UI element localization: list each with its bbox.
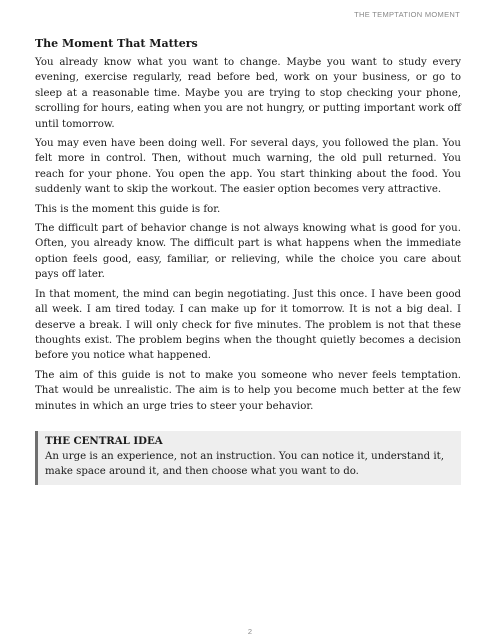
- section-heading: The Moment That Matters: [35, 37, 198, 50]
- paragraph: You already know what you want to change. Maybe you want to study every evening, exercise regularly, read before bed, work on your business, or go to sleep at a reasonable time. Maybe you are trying to stop checking your phone, scrolling for hours, eating when you are not hungry, or putting important work off until tomorrow.: [35, 57, 461, 130]
- callout-title: THE CENTRAL IDEA: [45, 434, 163, 447]
- page-number: 2: [247, 627, 253, 636]
- callout-text: An urge is an experience, not an instruction. You can notice it, understand it, make space around it, and then choose what you want to do.: [45, 450, 444, 478]
- page-content: [35, 36, 461, 485]
- paragraph: The aim of this guide is not to make you someone who never feels temptation. That would be unrealistic. The aim is to help you become much better at the few minutes in which an urge tries to steer your behavior.: [35, 369, 461, 412]
- paragraph: The difficult part of behavior change is not always knowing what is good for you. Often, you already know. The difficult part is what happens when the immediate option feels good, easy, familiar, or relieving, while the choice you care about pays off later.: [35, 223, 461, 281]
- running-header: THE TEMPTATION MOMENT: [354, 10, 460, 19]
- central-idea-callout: [35, 431, 461, 485]
- paragraph: You may even have been doing well. For several days, you followed the plan. You felt more in control. Then, without much warning, the old pull returned. You reach for your phone. You open the app. You start thinking about the food. You suddenly want to skip the workout. The easier option becomes very attractive.: [35, 138, 461, 196]
- paragraph: This is the moment this guide is for.: [35, 203, 221, 215]
- paragraph: In that moment, the mind can begin negotiating. Just this once. I have been good all week. I am tired today. I can make up for it tomorrow. It is not a big deal. I deserve a break. I will only check for five minutes. The problem is not that these thoughts exist. The problem begins when the thought quietly becomes a decision before you notice what happened.: [35, 288, 461, 362]
